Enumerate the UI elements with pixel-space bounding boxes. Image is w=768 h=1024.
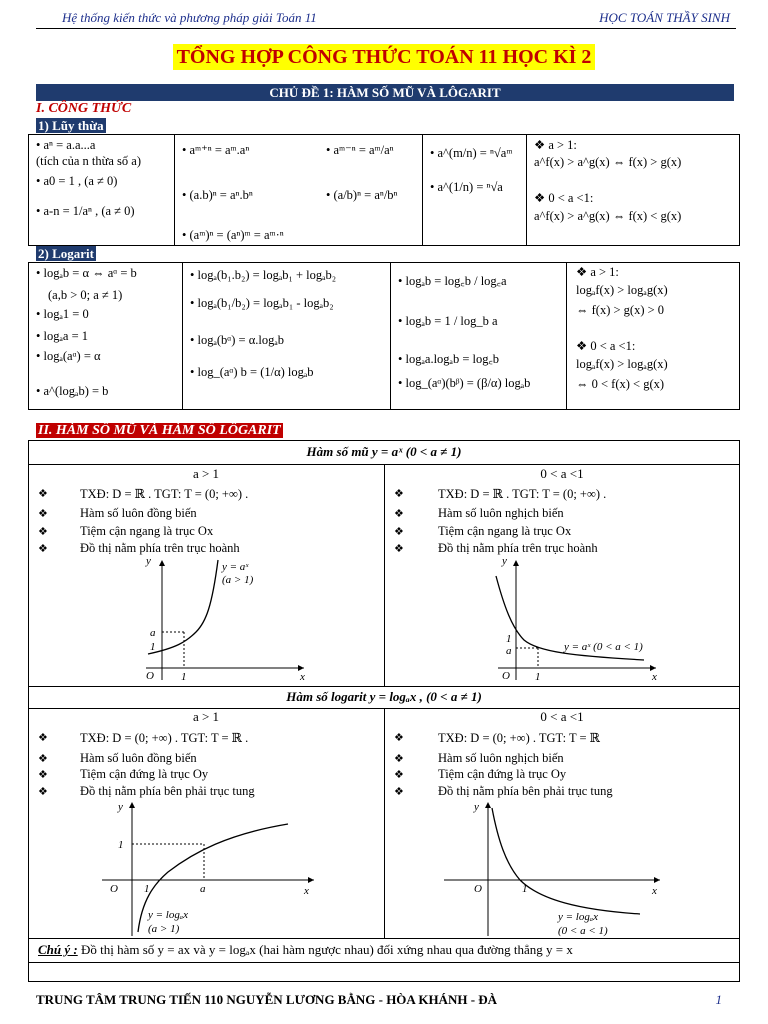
exp-header: Hàm số mũ y = aˣ (0 < a ≠ 1) [306, 444, 462, 459]
log-base-power: • log_(aᵅ) b = (1/α) logₐb [190, 365, 314, 379]
bullet-icon: ❖ [38, 526, 48, 538]
power-zero: • a0 = 1 , (a ≠ 0) [36, 174, 118, 188]
log-left-domain: TXĐ: D = (0; +∞) . TGT: T = ℝ . [80, 731, 249, 745]
exp-left-pos: Đồ thị nằm phía trên trục hoành [80, 541, 240, 555]
svg-text:(a > 1): (a > 1) [222, 574, 254, 586]
section-2-title: II. HÀM SỐ MŨ VÀ HÀM SỐ LÔGARIT [38, 423, 281, 438]
svg-text:O: O [146, 670, 154, 682]
log-left-asym: Tiệm cận đứng là trục Oy [80, 767, 209, 781]
svg-text:1: 1 [144, 883, 150, 895]
note [38, 942, 573, 958]
bullet-icon: ❖ [394, 508, 404, 520]
log-right-mono: Hàm số luôn nghịch biến [438, 751, 564, 765]
graph-log-increasing [98, 800, 320, 938]
log-col-divider [384, 708, 385, 938]
note-text: Đồ thị hàm số y = ax và y = logₐx (hai hàm ngược nhau) đối xứng nhau qua đường thẳng y = x [80, 942, 573, 957]
power-def: • aⁿ = a.a...a [36, 138, 96, 152]
power-ineq-2: a^f(x) > a^g(x) ⇔ f(x) < g(x) [534, 209, 682, 223]
page-title: TỔNG HỢP CÔNG THỨC TOÁN 11 HỌC KÌ 2 [0, 46, 768, 69]
log-left-cond: a > 1 [192, 709, 220, 724]
svg-text:1: 1 [535, 671, 541, 683]
bullet-icon: ❖ [394, 543, 404, 555]
subsection-power: 1) Lũy thừa [38, 118, 104, 133]
svg-text:1: 1 [506, 633, 512, 645]
exp-right-mono: Hàm số luôn nghịch biến [438, 506, 564, 520]
power-col-divider-2 [422, 134, 423, 246]
power-ineq-cond2: ❖ 0 < a <1: [534, 191, 594, 205]
log-one: • logₐ1 = 0 [36, 307, 89, 321]
log-left-mono: Hàm số luôn đồng biến [80, 751, 197, 765]
log-ineq-1: logₐf(x) > logₐg(x) [576, 283, 668, 297]
svg-text:1: 1 [150, 641, 156, 653]
svg-text:(0 < a < 1): (0 < a < 1) [558, 925, 608, 937]
svg-text:x: x [300, 671, 305, 683]
power-ineq-1: a^f(x) > a^g(x) ⇔ f(x) > g(x) [534, 155, 682, 169]
bullet-icon: ❖ [38, 488, 48, 500]
bullet-icon: ❖ [394, 488, 404, 500]
log-def-cond: (a,b > 0; a ≠ 1) [48, 288, 123, 302]
log-col-divider-1 [182, 262, 183, 410]
log-quotient: • logₐ(b₁/b₂) = logₐb₁ - logₐb₂ [190, 296, 334, 310]
log-ineq-2: logₐf(x) > logₐg(x) [576, 357, 668, 371]
log-header: Hàm số logarit y = logₐx , (0 < a ≠ 1) [286, 689, 482, 704]
log-power-base: • logₐ(aᵅ) = α [36, 349, 101, 363]
header-right: HỌC TOÁN THẦY SINH [599, 10, 730, 25]
log-left-pos: Đồ thị nằm phía bên phải trục tung [80, 784, 255, 798]
exp-right-cond: 0 < a <1 [540, 466, 584, 481]
svg-text:x: x [304, 885, 309, 897]
svg-text:y = logₐx: y = logₐx [148, 909, 188, 921]
bullet-icon: ❖ [38, 543, 48, 555]
log-ineq-cond1: ❖ a > 1: [576, 265, 619, 279]
row-divider-2 [28, 686, 740, 687]
bullet-icon: ❖ [38, 753, 48, 765]
log-right-asym: Tiệm cận đứng là trục Oy [438, 767, 567, 781]
log-ineq-cond2: ❖ 0 < a <1: [576, 339, 636, 353]
svg-text:O: O [474, 883, 482, 895]
svg-text:(a > 1): (a > 1) [148, 923, 180, 935]
log-power-both: • log_(aᵅ)(bᵝ) = (β/α) logₐb [398, 376, 531, 390]
power-root: • a^(m/n) = ⁿ√aᵐ [430, 146, 513, 160]
svg-text:a: a [150, 627, 156, 639]
exp-left-mono: Hàm số luôn đồng biến [80, 506, 197, 520]
bullet-icon: ❖ [394, 769, 404, 781]
power-power: • (aᵐ)ⁿ = (aⁿ)ᵐ = aᵐ·ⁿ [182, 228, 284, 242]
svg-text:y: y [474, 801, 479, 813]
power-quotient-base: • (a/b)ⁿ = aⁿ/bⁿ [326, 188, 398, 202]
note-label: Chú ý : [38, 942, 78, 957]
svg-text:y: y [502, 556, 507, 567]
subsection-log: 2) Logarit [38, 246, 94, 261]
bullet-icon: ❖ [394, 753, 404, 765]
svg-text:a: a [200, 883, 206, 895]
log-ineq-1b: ⇔ f(x) > g(x) > 0 [576, 303, 665, 317]
bullet-icon: ❖ [394, 732, 404, 744]
exp-left-asym: Tiệm cận ngang là trục Ox [80, 524, 214, 538]
bullet-icon: ❖ [38, 769, 48, 781]
graph-exp-decreasing [494, 556, 664, 684]
svg-text:x: x [652, 885, 657, 897]
log-base: • logₐa = 1 [36, 329, 88, 343]
log-col-divider-2 [390, 262, 391, 410]
power-product-base: • (a.b)ⁿ = aⁿ.bⁿ [182, 188, 253, 202]
svg-text:1: 1 [181, 671, 187, 683]
header-divider [36, 28, 736, 29]
exp-left-domain: TXĐ: D = ℝ . TGT: T = (0; +∞) . [80, 487, 249, 501]
log-ineq-2b: ⇔ 0 < f(x) < g(x) [576, 377, 665, 391]
svg-text:1: 1 [522, 883, 528, 895]
graph-log-decreasing [440, 800, 666, 938]
bullet-icon: ❖ [394, 526, 404, 538]
log-chain: • logₐa.logₐb = log꜀b [398, 352, 500, 366]
bullet-icon: ❖ [38, 786, 48, 798]
log-exp-identity: • a^(logₐb) = b [36, 384, 109, 398]
topic-bar: CHỦ ĐỀ 1: HÀM SỐ MŨ VÀ LÔGARIT [36, 84, 734, 101]
exp-right-asym: Tiệm cận ngang là trục Ox [438, 524, 572, 538]
exp-right-domain: TXĐ: D = ℝ . TGT: T = (0; +∞) . [438, 487, 607, 501]
svg-text:a: a [506, 645, 512, 657]
graph-exp-increasing [136, 556, 312, 684]
footer-text: TRUNG TÂM TRUNG TIẾN 110 NGUYỄN LƯƠNG BẰNG - HÒA KHÁNH - ĐÀ [36, 992, 498, 1007]
log-product: • logₐ(b₁.b₂) = logₐb₁ + logₐb₂ [190, 268, 337, 282]
log-right-domain: TXĐ: D = (0; +∞) . TGT: T = ℝ [438, 731, 601, 745]
power-def-note: (tích của n thừa số a) [36, 154, 141, 168]
power-col-divider-3 [526, 134, 527, 246]
power-negative: • a-n = 1/aⁿ , (a ≠ 0) [36, 204, 135, 218]
log-col-divider-3 [566, 262, 567, 410]
svg-text:1: 1 [118, 839, 124, 851]
log-power: • logₐ(bᵅ) = α.logₐb [190, 333, 285, 347]
log-def: • logₐb = α ⇔ aᵅ = b [36, 266, 137, 280]
power-root-simple: • a^(1/n) = ⁿ√a [430, 180, 503, 194]
bullet-icon: ❖ [38, 732, 48, 744]
bullet-icon: ❖ [394, 786, 404, 798]
section-1-title: I. CÔNG THỨC [36, 101, 132, 116]
exp-left-cond: a > 1 [192, 466, 220, 481]
svg-text:y: y [146, 556, 151, 567]
svg-text:y = aˣ (0 < a < 1): y = aˣ (0 < a < 1) [564, 641, 643, 653]
power-col-divider-1 [174, 134, 175, 246]
svg-text:y = logₐx: y = logₐx [558, 911, 598, 923]
svg-text:y = aˣ: y = aˣ [222, 561, 249, 573]
exp-col-divider [384, 464, 385, 686]
svg-text:O: O [110, 883, 118, 895]
log-right-pos: Đồ thị nằm phía bên phải trục tung [438, 784, 613, 798]
power-quotient: • aᵐ⁻ⁿ = aᵐ/aⁿ [326, 143, 394, 157]
bullet-icon: ❖ [38, 508, 48, 520]
svg-text:y: y [118, 801, 123, 813]
svg-text:x: x [652, 671, 657, 683]
svg-text:O: O [502, 670, 510, 682]
row-divider-5 [28, 962, 740, 963]
exp-right-pos: Đồ thị nằm phía trên trục hoành [438, 541, 598, 555]
power-product: • aᵐ⁺ⁿ = aᵐ.aⁿ [182, 143, 250, 157]
log-right-cond: 0 < a <1 [540, 709, 584, 724]
row-divider-4 [28, 938, 740, 939]
header-left: Hệ thống kiến thức và phương pháp giải Toán 11 [62, 10, 317, 25]
power-ineq-cond1: ❖ a > 1: [534, 138, 577, 152]
page-number: 1 [715, 992, 722, 1007]
log-change-base: • logₐb = log꜀b / log꜀a [398, 274, 507, 288]
log-reciprocal: • logₐb = 1 / log_b a [398, 314, 498, 328]
